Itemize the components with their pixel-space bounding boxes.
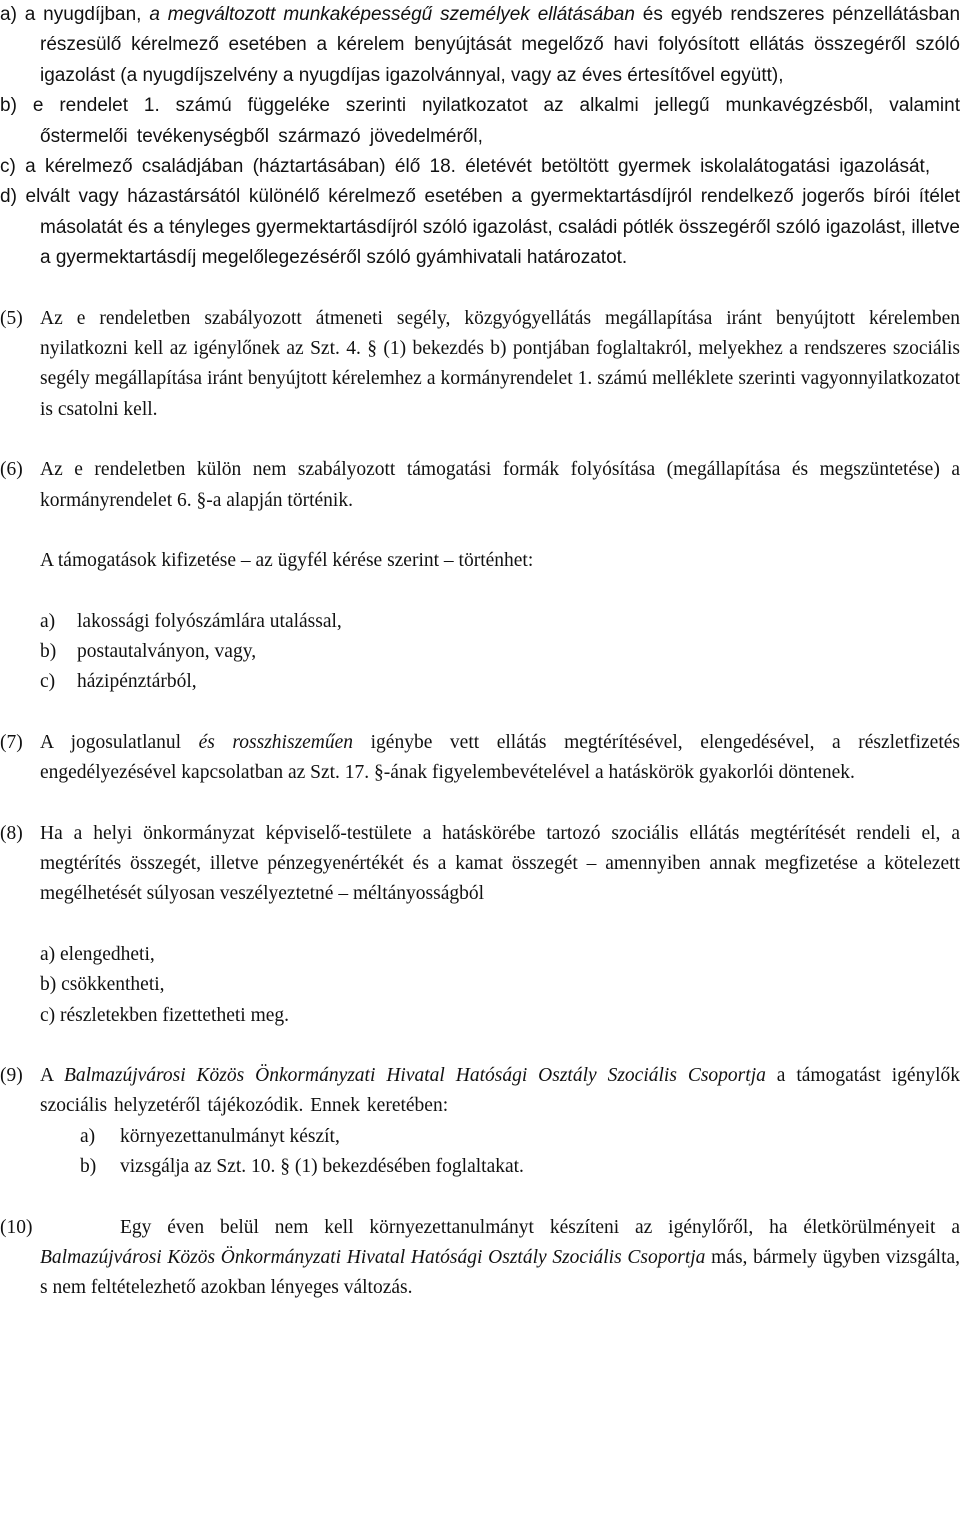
item-a-pre: a) a nyugdíjban, — [0, 4, 142, 25]
list-item: a) környezettanulmányt készít, — [80, 1125, 340, 1147]
list-item: b) csökkentheti, — [40, 974, 165, 996]
paragraph-6-number: (6) — [0, 459, 23, 481]
list-item: c) részletekben fizettetheti meg. — [40, 1004, 290, 1026]
paragraph-10 — [0, 1213, 960, 1304]
item-d: d) elvált vagy házastársától különélő kérelmező esetében a gyermektartásdíjról rendelkező jogerős bírói ítélet másolatát és a tényleges gyermektartásdíjról szóló igazolást, családi pótlék összegéről szóló igazolást, illetve a gyermektartásdíj megelőlegezéséről szóló gyámhivatali határozatot. — [0, 186, 960, 269]
paragraph-7 — [0, 728, 960, 789]
paragraph-7-text: A jogosulatlanul és rosszhiszeműen igénybe vett ellátás megtérítésével, elengedésével, a részletfizetés engedélyezésével kapcsolatban az Szt. 17. §-ának figyelembevételével a hatáskörök gyakorlói döntenek. — [40, 731, 960, 784]
list-item: c) házipénztárból, — [40, 671, 197, 693]
waiver-options-list — [0, 940, 960, 1031]
payment-intro: A támogatások kifizetése – az ügyfél kérése szerint – történhet: — [40, 550, 534, 572]
list-item: a) lakossági folyószámlára utalással, — [40, 610, 342, 632]
paragraph-8 — [0, 819, 960, 910]
paragraph-8-number: (8) — [0, 822, 23, 844]
list-item: b) postautalványon, vagy, — [40, 640, 257, 662]
paragraph-8-text: Ha a helyi önkormányzat képviselő-testülete a hatáskörébe tartozó szociális ellátás megtérítését rendeli el, a megtérítés összegét, illetve pénzegyenértékét és a kamat összegét – amennyiben annak megfizetése a kötelezett megélhetését súlyosan veszélyeztetné – méltányosságból — [40, 822, 960, 905]
paragraph-9 — [0, 1061, 960, 1122]
paragraph-7-number: (7) — [0, 731, 23, 753]
payment-methods-list — [0, 607, 960, 698]
item-a-post: és egyéb rendszeres pénzellátásban részesülő kérelmező esetében a kérelem benyújtását megelőző havi folyósított ellátás összegéről szóló igazolást (a nyugdíjszelvény a nyugdíjas igazolvánnyal, vagy az éves értesítővel együtt), — [40, 4, 960, 86]
review-actions-list — [0, 1122, 960, 1183]
paragraph-6 — [0, 455, 960, 516]
payment-intro-block — [0, 546, 960, 576]
paragraph-10-number: (10) — [0, 1216, 33, 1238]
paragraph-9-number: (9) — [0, 1064, 23, 1086]
list-item: a) elengedheti, — [40, 943, 155, 965]
list-item: b) vizsgálja az Szt. 10. § (1) bekezdésében foglaltakat. — [80, 1156, 524, 1178]
paragraph-5-number: (5) — [0, 307, 23, 329]
paragraph-10-text: Egy éven belül nem kell környezettanulmányt készíteni az igénylőről, ha életkörülményeit a Balmazújvárosi Közös Önkormányzati Hivatal Hatósági Osztály Szociális Csoportja más, bármely ügyben vizsgálta, s nem feltételezhető azokban lényeges változás. — [40, 1216, 960, 1299]
item-c: c) a kérelmező családjában (háztartásában) élő 18. életévét betöltött gyermek iskolalátogatási igazolását, — [0, 156, 931, 178]
item-b: b) e rendelet 1. számú függeléke szerinti nyilatkozatot az alkalmi jellegű munkavégzésből, valamint őstermelői tevékenységből származó jövedelméről, — [0, 95, 960, 147]
item-a — [0, 0, 960, 91]
paragraph-5 — [0, 304, 960, 426]
paragraph-9-text: A Balmazújvárosi Közös Önkormányzati Hivatal Hatósági Osztály Szociális Csoportja a támogatást igénylők szociális helyzetéről tájékozódik. Ennek keretében: — [40, 1064, 960, 1117]
item-a-italic: a megváltozott munkaképességű személyek ellátásában — [149, 4, 635, 25]
paragraph-5-text: Az e rendeletben szabályozott átmeneti segély, közgyógyellátás megállapítása iránt benyújtott kérelemben nyilatkozni kell az igénylőnek az Szt. 4. § (1) bekezdés b) pontjában foglaltakról, melyekhez a rendszeres szociális segély megállapítása iránt benyújtott kérelemhez a kormányrendelet 1. számú melléklete szerinti vagyonnyilatkozatot is csatolni kell. — [40, 307, 960, 420]
requirements-list — [0, 0, 960, 91]
paragraph-6-text: Az e rendeletben külön nem szabályozott támogatási formák folyósítása (megállapítása és megszüntetése) a kormányrendelet 6. §-a alapján történik. — [40, 459, 960, 511]
